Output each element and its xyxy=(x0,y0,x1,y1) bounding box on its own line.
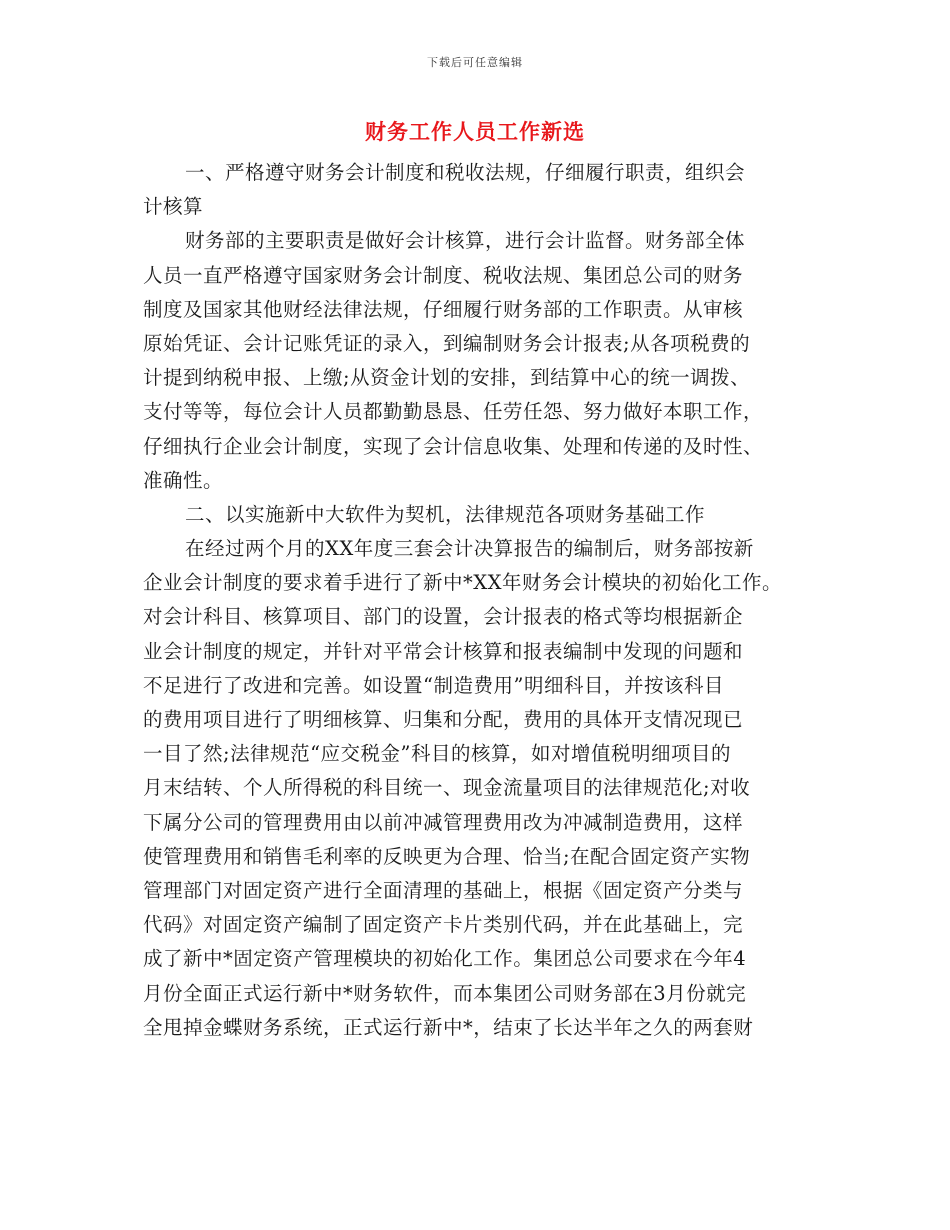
text-line: 在经过两个月的XX年度三套会计决算报告的编制后，财务部按新 xyxy=(185,537,754,561)
text-line: 原始凭证、会计记账凭证的录入，到编制财务会计报表;从各项税费的 xyxy=(143,331,751,355)
document-title: 财务工作人员工作新选 xyxy=(365,119,585,144)
text-line: 月份全面正式运行新中*财务软件，而本集团公司财务部在3月份就完 xyxy=(143,981,747,1005)
text-line: 一、严格遵守财务会计制度和税收法规，仔细履行职责，组织会 xyxy=(185,161,746,184)
text-line: 管理部门对固定资产进行全面清理的基础上，根据《固定资产分类与 xyxy=(143,878,744,902)
text-line: 不足进行了改进和完善。如设置“制造费用”明细科目，并按该科目 xyxy=(143,673,724,697)
document-body xyxy=(143,156,803,1045)
text-line: 企业会计制度的要求着手进行了新中*XX年财务会计模块的初始化工作。 xyxy=(143,571,783,595)
text-line: 仔细执行企业会计制度，实现了会计信息收集、处理和传递的及时性、 xyxy=(143,434,764,458)
text-line: 一目了然;法律规范“应交税金”科目的核算，如对增值税明细项目的 xyxy=(143,742,732,766)
text-line: 成了新中*固定资产管理模块的初始化工作。集团总公司要求在今年4 xyxy=(143,947,747,971)
text-line: 准确性。 xyxy=(143,468,224,492)
text-line: 全甩掉金蝶财务系统，正式运行新中*，结束了长达半年之久的两套财 xyxy=(143,1015,754,1039)
header-note: 下载后可任意编辑 xyxy=(427,56,523,69)
text-line: 财务部的主要职责是做好会计核算，进行会计监督。财务部全体 xyxy=(185,229,746,253)
text-line: 的费用项目进行了明细核算、归集和分配，费用的具体开支情况现已 xyxy=(143,708,744,731)
text-line: 计提到纳税申报、上缴;从资金计划的安排，到结算中心的统一调拨、 xyxy=(143,366,751,390)
text-line: 支付等等，每位会计人员都勤勤恳恳、任劳任怨、努力做好本职工作， xyxy=(143,400,764,424)
text-line: 代码》对固定资产编制了固定资产卡片类别代码，并在此基础上，完 xyxy=(143,913,744,937)
text-line: 二、以实施新中大软件为契机，法律规范各项财务基础工作 xyxy=(185,502,706,526)
text-line: 制度及国家其他财经法律法规，仔细履行财务部的工作职责。从审核 xyxy=(143,297,744,321)
text-line: 业会计制度的规定，并针对平常会计核算和报表编制中发现的问题和 xyxy=(143,639,744,663)
text-line: 计核算 xyxy=(143,195,204,219)
text-line: 下属分公司的管理费用由以前冲减管理费用改为冲减制造费用，这样 xyxy=(143,810,744,834)
text-line: 月末结转、个人所得税的科目统一、现金流量项目的法律规范化;对收 xyxy=(143,776,751,800)
text-line: 使管理费用和销售毛利率的反映更为合理、恰当;在配合固定资产实物 xyxy=(143,844,751,868)
text-line: 对会计科目、核算项目、部门的设置，会计报表的格式等均根据新企 xyxy=(143,605,744,629)
text-line: 人员一直严格遵守国家财务会计制度、税收法规、集团总公司的财务 xyxy=(143,263,744,287)
